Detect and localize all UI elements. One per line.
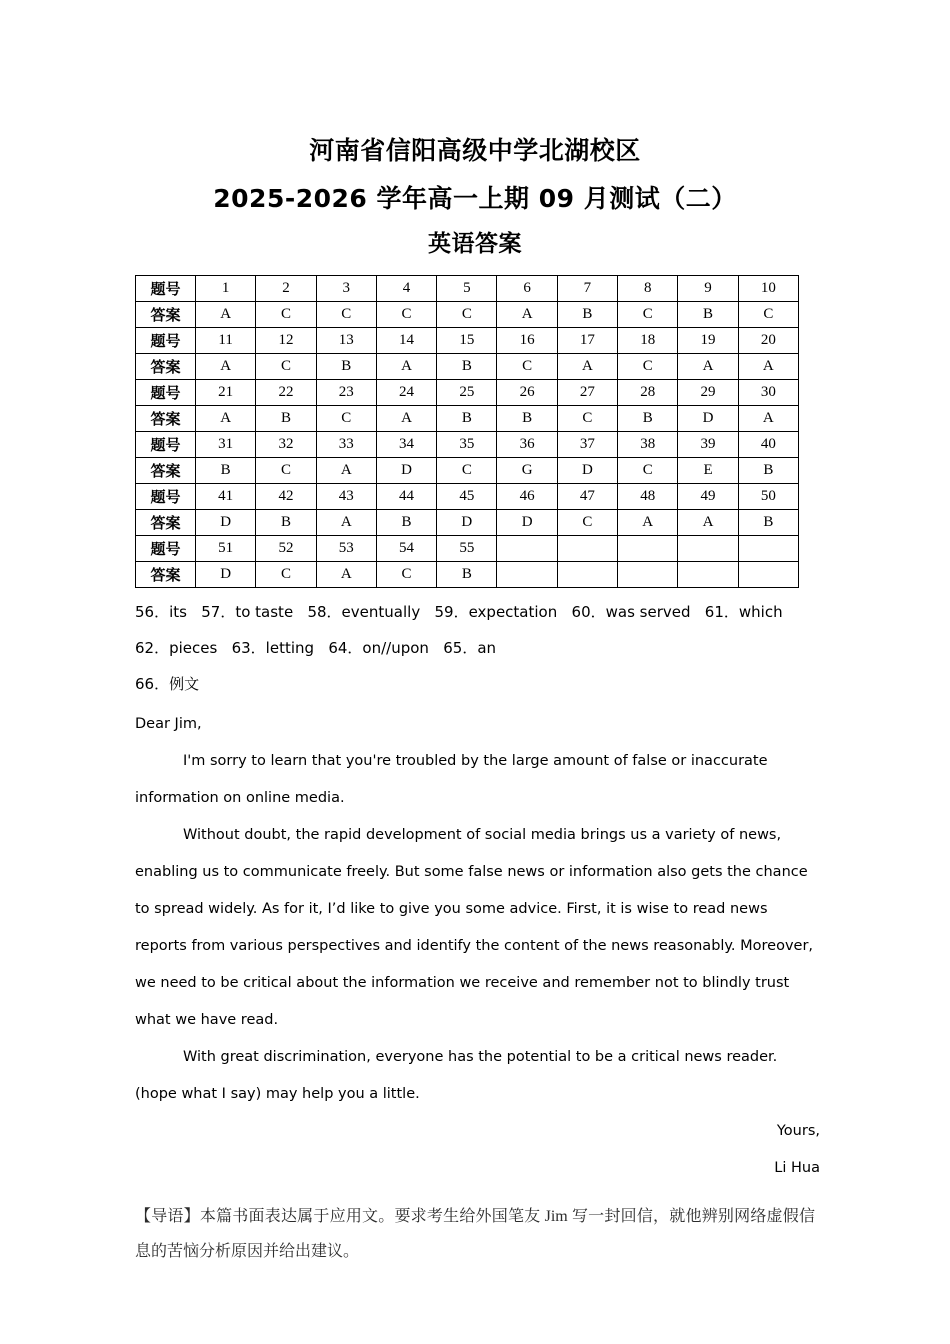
question-number-empty [497, 536, 557, 562]
answer-cell: B [316, 354, 376, 380]
guidance-note-text: 【导语】本篇书面表达属于应用文。要求考生给外国笔友 Jim 写一封回信，就他辨别网络虚假信息的苦恼分析原因并给出建议。 [135, 1208, 815, 1260]
essay-signoff [135, 1113, 820, 1187]
question-number: 11 [196, 328, 256, 354]
answer-cell: B [437, 406, 497, 432]
question-number: 3 [316, 276, 376, 302]
sample-essay-label: 66．例文 [135, 675, 200, 693]
row-label-answer: 答案 [136, 510, 196, 536]
question-number: 53 [316, 536, 376, 562]
table-row [136, 562, 799, 588]
answer-cell: B [678, 302, 738, 328]
row-label-question: 题号 [136, 432, 196, 458]
answer-cell: A [376, 406, 436, 432]
table-row [136, 276, 799, 302]
answer-cell: C [316, 406, 376, 432]
answer-cell: C [618, 354, 678, 380]
table-row [136, 406, 799, 432]
question-number: 34 [376, 432, 436, 458]
answer-cell: A [316, 458, 376, 484]
table-row [136, 354, 799, 380]
question-number: 22 [256, 380, 316, 406]
row-label-answer: 答案 [136, 354, 196, 380]
question-number: 51 [196, 536, 256, 562]
essay-paragraph-3: With great discrimination, everyone has the potential to be a critical news reader. (hope what I say) may help you a little. [135, 1049, 778, 1102]
question-number: 38 [618, 432, 678, 458]
answer-cell: A [738, 354, 798, 380]
question-number: 52 [256, 536, 316, 562]
question-number: 25 [437, 380, 497, 406]
table-row [136, 432, 799, 458]
document-heading [0, 0, 950, 258]
answer-cell: B [557, 302, 617, 328]
answer-cell: C [618, 458, 678, 484]
question-number: 35 [437, 432, 497, 458]
question-number: 27 [557, 380, 617, 406]
row-label-question: 题号 [136, 276, 196, 302]
question-number: 29 [678, 380, 738, 406]
school-name: 河南省信阳高级中学北湖校区 [309, 136, 641, 165]
answer-cell: G [497, 458, 557, 484]
question-number: 26 [497, 380, 557, 406]
answer-cell-empty [678, 562, 738, 588]
answer-cell: B [618, 406, 678, 432]
question-number: 21 [196, 380, 256, 406]
answer-cell: B [738, 510, 798, 536]
question-number: 36 [497, 432, 557, 458]
question-number-empty [738, 536, 798, 562]
answer-table-body [136, 276, 799, 588]
question-number-empty [618, 536, 678, 562]
answer-cell: D [196, 510, 256, 536]
table-row [136, 536, 799, 562]
question-number: 45 [437, 484, 497, 510]
question-number: 47 [557, 484, 617, 510]
answer-cell: E [678, 458, 738, 484]
question-number: 44 [376, 484, 436, 510]
answer-cell: D [196, 562, 256, 588]
guidance-note [135, 1199, 815, 1269]
question-number: 46 [497, 484, 557, 510]
question-number: 10 [738, 276, 798, 302]
answer-cell: C [738, 302, 798, 328]
answer-cell: A [316, 562, 376, 588]
question-number: 42 [256, 484, 316, 510]
question-number: 43 [316, 484, 376, 510]
answer-cell-empty [618, 562, 678, 588]
answer-cell: A [316, 510, 376, 536]
answer-cell: C [376, 562, 436, 588]
answer-cell: B [196, 458, 256, 484]
row-label-question: 题号 [136, 328, 196, 354]
question-number: 37 [557, 432, 617, 458]
answer-cell: A [196, 354, 256, 380]
fill-in-line-62-65: 62．pieces 63．letting 64．on//upon 65．an [135, 639, 497, 657]
question-number: 17 [557, 328, 617, 354]
essay-closing: Yours, [776, 1123, 820, 1139]
essay-paragraph-1: I'm sorry to learn that you're troubled by the large amount of false or inaccurate information on online media. [135, 753, 768, 806]
question-number: 6 [497, 276, 557, 302]
question-number: 2 [256, 276, 316, 302]
answer-cell: B [437, 354, 497, 380]
answer-cell-empty [557, 562, 617, 588]
row-label-answer: 答案 [136, 562, 196, 588]
answer-cell: C [376, 302, 436, 328]
question-number: 14 [376, 328, 436, 354]
row-label-question: 题号 [136, 536, 196, 562]
answer-cell: D [557, 458, 617, 484]
table-row [136, 458, 799, 484]
answer-cell: C [256, 354, 316, 380]
question-number: 54 [376, 536, 436, 562]
essay-signature: Li Hua [774, 1160, 820, 1176]
question-number: 33 [316, 432, 376, 458]
question-number: 32 [256, 432, 316, 458]
question-number: 39 [678, 432, 738, 458]
answer-cell: C [497, 354, 557, 380]
answer-cell: C [618, 302, 678, 328]
answer-cell: C [437, 302, 497, 328]
answer-cell: A [678, 354, 738, 380]
answer-cell: B [437, 562, 497, 588]
answer-cell: A [376, 354, 436, 380]
table-row [136, 510, 799, 536]
essay-paragraph-2: Without doubt, the rapid development of social media brings us a variety of news, enabling us to communicate freely. But some false news or information also gets the chance to spread widely. As for it, I’d like to give you some advice. First, it is wise to read news reports from various perspectives and identify the content of the news reasonably. Moreover, we need to be critical about the information we receive and remember not to blindly trust what we have read. [135, 827, 814, 1028]
table-row [136, 484, 799, 510]
sample-essay [135, 706, 820, 1113]
answer-table-container [135, 275, 798, 588]
row-label-answer: 答案 [136, 406, 196, 432]
answer-cell-empty [738, 562, 798, 588]
question-number-empty [678, 536, 738, 562]
table-row [136, 302, 799, 328]
answer-cell: A [738, 406, 798, 432]
table-row [136, 380, 799, 406]
question-number: 28 [618, 380, 678, 406]
answer-cell: C [557, 510, 617, 536]
answer-cell: D [376, 458, 436, 484]
answer-cell: C [256, 302, 316, 328]
answer-cell: A [678, 510, 738, 536]
answer-cell: C [256, 458, 316, 484]
answer-cell: B [256, 406, 316, 432]
question-number: 20 [738, 328, 798, 354]
question-number: 50 [738, 484, 798, 510]
answer-cell: C [557, 406, 617, 432]
answer-cell: B [497, 406, 557, 432]
question-number: 5 [437, 276, 497, 302]
answer-cell: B [256, 510, 316, 536]
answer-cell: A [196, 406, 256, 432]
question-number: 19 [678, 328, 738, 354]
question-number: 9 [678, 276, 738, 302]
answer-cell: C [256, 562, 316, 588]
question-number: 8 [618, 276, 678, 302]
question-number: 49 [678, 484, 738, 510]
question-number: 18 [618, 328, 678, 354]
question-number: 13 [316, 328, 376, 354]
row-label-answer: 答案 [136, 458, 196, 484]
answer-cell: A [618, 510, 678, 536]
table-row [136, 328, 799, 354]
answer-cell: B [738, 458, 798, 484]
question-number: 31 [196, 432, 256, 458]
question-number: 55 [437, 536, 497, 562]
question-number: 12 [256, 328, 316, 354]
essay-salutation: Dear Jim, [135, 716, 202, 732]
question-number: 48 [618, 484, 678, 510]
question-number: 41 [196, 484, 256, 510]
answer-cell: A [557, 354, 617, 380]
fill-in-answers-block [135, 594, 835, 666]
question-number: 7 [557, 276, 617, 302]
question-number: 24 [376, 380, 436, 406]
question-number: 23 [316, 380, 376, 406]
answer-cell: D [678, 406, 738, 432]
row-label-question: 题号 [136, 380, 196, 406]
question-number: 30 [738, 380, 798, 406]
answer-cell: C [316, 302, 376, 328]
question-number: 4 [376, 276, 436, 302]
question-number: 40 [738, 432, 798, 458]
answer-cell: A [497, 302, 557, 328]
answer-cell: D [497, 510, 557, 536]
answer-cell: D [437, 510, 497, 536]
answer-key-table [135, 275, 799, 588]
question-number: 16 [497, 328, 557, 354]
exam-name: 2025-2026 学年高一上期 09 月测试（二） [213, 184, 737, 213]
row-label-answer: 答案 [136, 302, 196, 328]
answer-cell: B [376, 510, 436, 536]
answer-cell-empty [497, 562, 557, 588]
question-number-empty [557, 536, 617, 562]
answer-cell: A [196, 302, 256, 328]
question-number: 15 [437, 328, 497, 354]
answer-cell: C [437, 458, 497, 484]
subject-title: 英语答案 [428, 231, 522, 257]
row-label-question: 题号 [136, 484, 196, 510]
question-number: 1 [196, 276, 256, 302]
fill-in-line-56-61: 56．its 57．to taste 58．eventually 59．expectation 60．was served 61．which [135, 603, 783, 621]
